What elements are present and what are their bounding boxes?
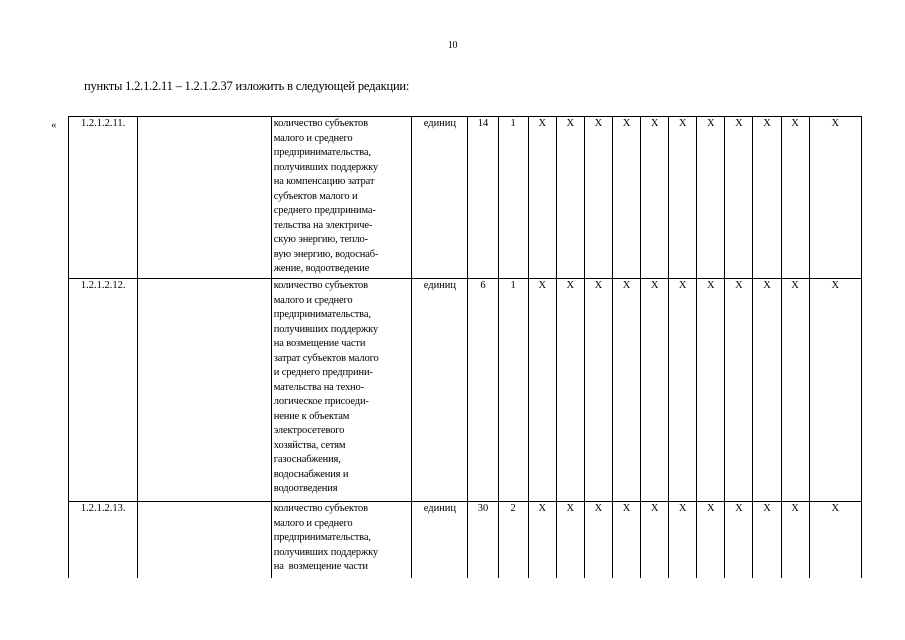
row-mark-cell: Х: [753, 502, 781, 578]
row-mark-cell: Х: [556, 117, 584, 279]
row-mark-cell: Х: [584, 117, 612, 279]
description-line: вую энергию, водоснаб-: [273, 248, 379, 260]
description-line: получивших поддержку: [273, 161, 379, 173]
row-description-cell: [271, 279, 412, 502]
row-mark-cell: Х: [809, 117, 861, 279]
row-mark-cell: Х: [697, 502, 725, 578]
row-mark-cell: Х: [669, 117, 697, 279]
description-line: предпринимательства,: [273, 309, 371, 320]
row-mark-cell: Х: [753, 279, 781, 502]
row-mark-cell: Х: [725, 502, 753, 578]
description-line: на возмещение части: [273, 561, 368, 572]
row-value2-cell: 1: [498, 117, 528, 279]
description-line: газоснабжения,: [273, 454, 341, 465]
row-mark-cell: Х: [725, 117, 753, 279]
row-description-cell: [271, 117, 412, 279]
row-value1-cell: 30: [468, 502, 498, 578]
row-mark-cell: Х: [781, 117, 809, 279]
table-row: [69, 279, 862, 502]
description-line: тельства на электриче-: [273, 219, 373, 231]
row-value1-cell: 14: [468, 117, 498, 279]
description-line: количество субъектов: [273, 280, 368, 291]
row-value1-cell: 6: [468, 279, 498, 502]
row-unit-cell: единиц: [412, 279, 468, 502]
description-line: затрат субъектов малого: [273, 352, 379, 364]
description-line: электросетевого: [273, 425, 345, 436]
row-description-cell: [271, 502, 412, 578]
row-mark-cell: Х: [781, 502, 809, 578]
row-mark-cell: Х: [753, 117, 781, 279]
description-line: количество субъектов: [273, 118, 368, 129]
description-line: малого и среднего: [273, 294, 353, 306]
row-mark-cell: Х: [809, 279, 861, 502]
row-code-cell: 1.2.1.2.11.: [69, 117, 138, 279]
description-line: водоотведения: [273, 483, 338, 494]
description-line: получивших поддержку: [273, 546, 379, 558]
opening-quote: «: [51, 119, 57, 131]
table-row: [69, 502, 862, 578]
description-line: среднего предпринима-: [273, 205, 376, 216]
row-mark-cell: Х: [528, 117, 556, 279]
indicators-table: [68, 116, 862, 578]
description-line: малого и среднего: [273, 132, 353, 144]
description-line: получивших поддержку: [273, 323, 379, 335]
row-code-cell: 1.2.1.2.12.: [69, 279, 138, 502]
row-mark-cell: Х: [584, 279, 612, 502]
description-line: логическое присоеди-: [273, 396, 369, 407]
description-line: предпринимательства,: [273, 147, 371, 158]
row-blank-cell: [138, 117, 272, 279]
intro-text: пункты 1.2.1.2.11 – 1.2.1.2.37 изложить в следующей редакции:: [84, 79, 410, 93]
row-mark-cell: Х: [641, 502, 669, 578]
row-blank-cell: [138, 279, 272, 502]
description-line: малого и среднего: [273, 517, 353, 529]
row-mark-cell: Х: [612, 117, 640, 279]
row-mark-cell: Х: [697, 279, 725, 502]
row-mark-cell: Х: [809, 502, 861, 578]
description-line: субъектов малого и: [273, 190, 358, 202]
row-mark-cell: Х: [697, 117, 725, 279]
description-line: на возмещение части: [273, 338, 366, 349]
table-row: [69, 117, 862, 279]
row-mark-cell: Х: [725, 279, 753, 502]
row-mark-cell: Х: [612, 502, 640, 578]
description-line: водоснабжения и: [273, 468, 349, 480]
description-line: нение к объектам: [273, 410, 350, 422]
row-mark-cell: Х: [669, 279, 697, 502]
row-mark-cell: Х: [669, 502, 697, 578]
description-line: и среднего предприни-: [273, 367, 373, 378]
row-unit-cell: единиц: [412, 117, 468, 279]
row-mark-cell: Х: [781, 279, 809, 502]
row-value2-cell: 1: [498, 279, 528, 502]
description-line: хозяйства, сетям: [273, 439, 346, 451]
row-mark-cell: Х: [528, 502, 556, 578]
description-line: мательства на техно-: [273, 381, 364, 393]
row-mark-cell: Х: [612, 279, 640, 502]
row-unit-cell: единиц: [412, 502, 468, 578]
row-mark-cell: Х: [556, 279, 584, 502]
row-mark-cell: Х: [584, 502, 612, 578]
row-mark-cell: Х: [641, 117, 669, 279]
row-value2-cell: 2: [498, 502, 528, 578]
row-mark-cell: Х: [641, 279, 669, 502]
row-mark-cell: Х: [528, 279, 556, 502]
row-blank-cell: [138, 502, 272, 578]
description-line: предпринимательства,: [273, 532, 371, 543]
page-number: 10: [447, 40, 458, 51]
description-line: скую энергию, тепло-: [273, 234, 368, 245]
row-code-cell: 1.2.1.2.13.: [69, 502, 138, 578]
row-mark-cell: Х: [556, 502, 584, 578]
description-line: количество субъектов: [273, 503, 368, 514]
description-line: на компенсацию затрат: [273, 176, 375, 187]
description-line: жение, водоотведение: [273, 263, 370, 274]
